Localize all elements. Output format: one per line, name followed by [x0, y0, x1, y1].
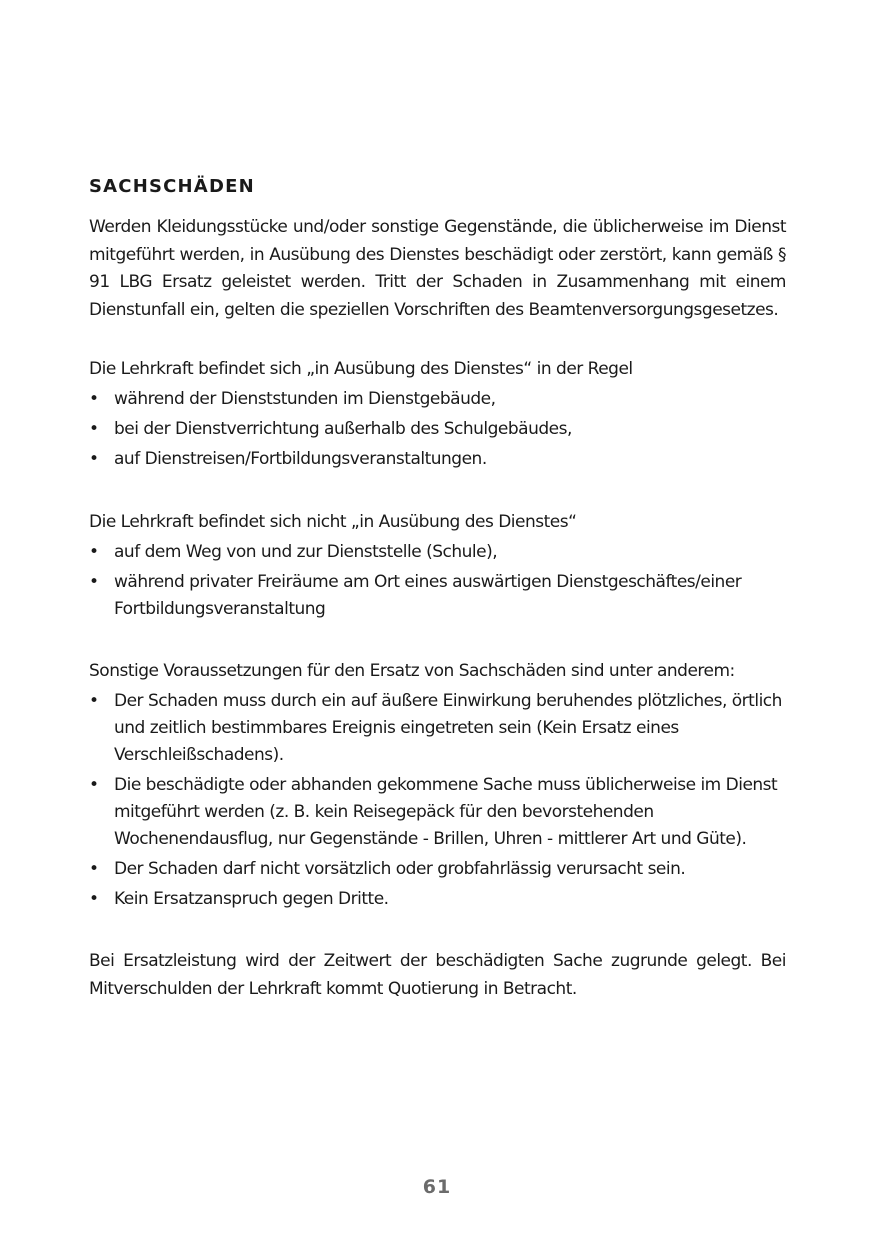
- in-duty-lead: Die Lehrkraft befindet sich „in Ausübung des Dienstes“ in der Regel: [89, 359, 633, 379]
- list-item: • auf dem Weg von und zur Dienststelle (Schule),: [89, 539, 786, 566]
- bullet-icon: •: [89, 419, 99, 439]
- page-number: 61: [422, 1176, 452, 1198]
- requirements-lead: Sonstige Voraussetzungen für den Ersatz von Sachschäden sind unter anderem:: [89, 661, 735, 681]
- closing-block: [89, 948, 786, 1003]
- list-item: • bei der Dienstverrichtung außerhalb des Schulgebäudes,: [89, 416, 786, 443]
- bullet-icon: •: [89, 775, 99, 795]
- list-item: • Der Schaden muss durch ein auf äußere Einwirkung beruhendes plötzliches, örtlich und zeitlich bestimmbares Ereignis eingetreten sein (Kein Ersatz eines Verschleißschadens).: [89, 688, 786, 769]
- bullet-icon: •: [89, 542, 99, 562]
- requirements-list: [89, 688, 786, 913]
- in-duty-section: [89, 356, 786, 473]
- list-item: • Die beschädigte oder abhanden gekommene Sache muss üblicherweise im Dienst mitgeführt werden (z. B. kein Reisegepäck für den bevorstehenden Wochenendausflug, nur Gegenstände - Brillen, Uhren - mittlerer Art und Güte).: [89, 772, 786, 853]
- not-in-duty-lead: Die Lehrkraft befindet sich nicht „in Ausübung des Dienstes“: [89, 512, 577, 532]
- not-in-duty-section: [89, 509, 786, 623]
- requirements-section: [89, 658, 786, 913]
- intro-paragraph: Werden Kleidungsstücke und/oder sonstige Gegenstände, die üblicherweise im Dienst mitgeführt werden, in Ausübung des Dienstes beschädigt oder zerstört, kann gemäß § 91 LBG Ersatz geleistet werden. Tritt der Schaden in Zusammenhang mit einem Dienstunfall ein, gelten die speziellen Vorschriften des Beamtenversorgungsgesetzes.: [89, 217, 786, 320]
- list-item: • Kein Ersatzanspruch gegen Dritte.: [89, 886, 786, 913]
- in-duty-list: [89, 386, 786, 473]
- bullet-icon: •: [89, 859, 99, 879]
- list-item: • während privater Freiräume am Ort eines auswärtigen Dienstgeschäftes/einer Fortbildungsveranstaltung: [89, 569, 786, 623]
- list-item: • während der Dienststunden im Dienstgebäude,: [89, 386, 786, 413]
- bullet-icon: •: [89, 691, 99, 711]
- intro-block: [89, 214, 786, 324]
- section-heading: SACHSCHÄDEN: [89, 176, 255, 197]
- bullet-icon: •: [89, 889, 99, 909]
- bullet-icon: •: [89, 449, 99, 469]
- list-item: • Der Schaden darf nicht vorsätzlich oder grobfahrlässig verursacht sein.: [89, 856, 786, 883]
- bullet-icon: •: [89, 572, 99, 592]
- list-item: • auf Dienstreisen/Fortbildungsveranstaltungen.: [89, 446, 786, 473]
- bullet-icon: •: [89, 389, 99, 409]
- not-in-duty-list: [89, 539, 786, 623]
- closing-paragraph: Bei Ersatzleistung wird der Zeitwert der beschädigten Sache zugrunde gelegt. Bei Mitverschulden der Lehrkraft kommt Quotierung in Betracht.: [89, 951, 786, 999]
